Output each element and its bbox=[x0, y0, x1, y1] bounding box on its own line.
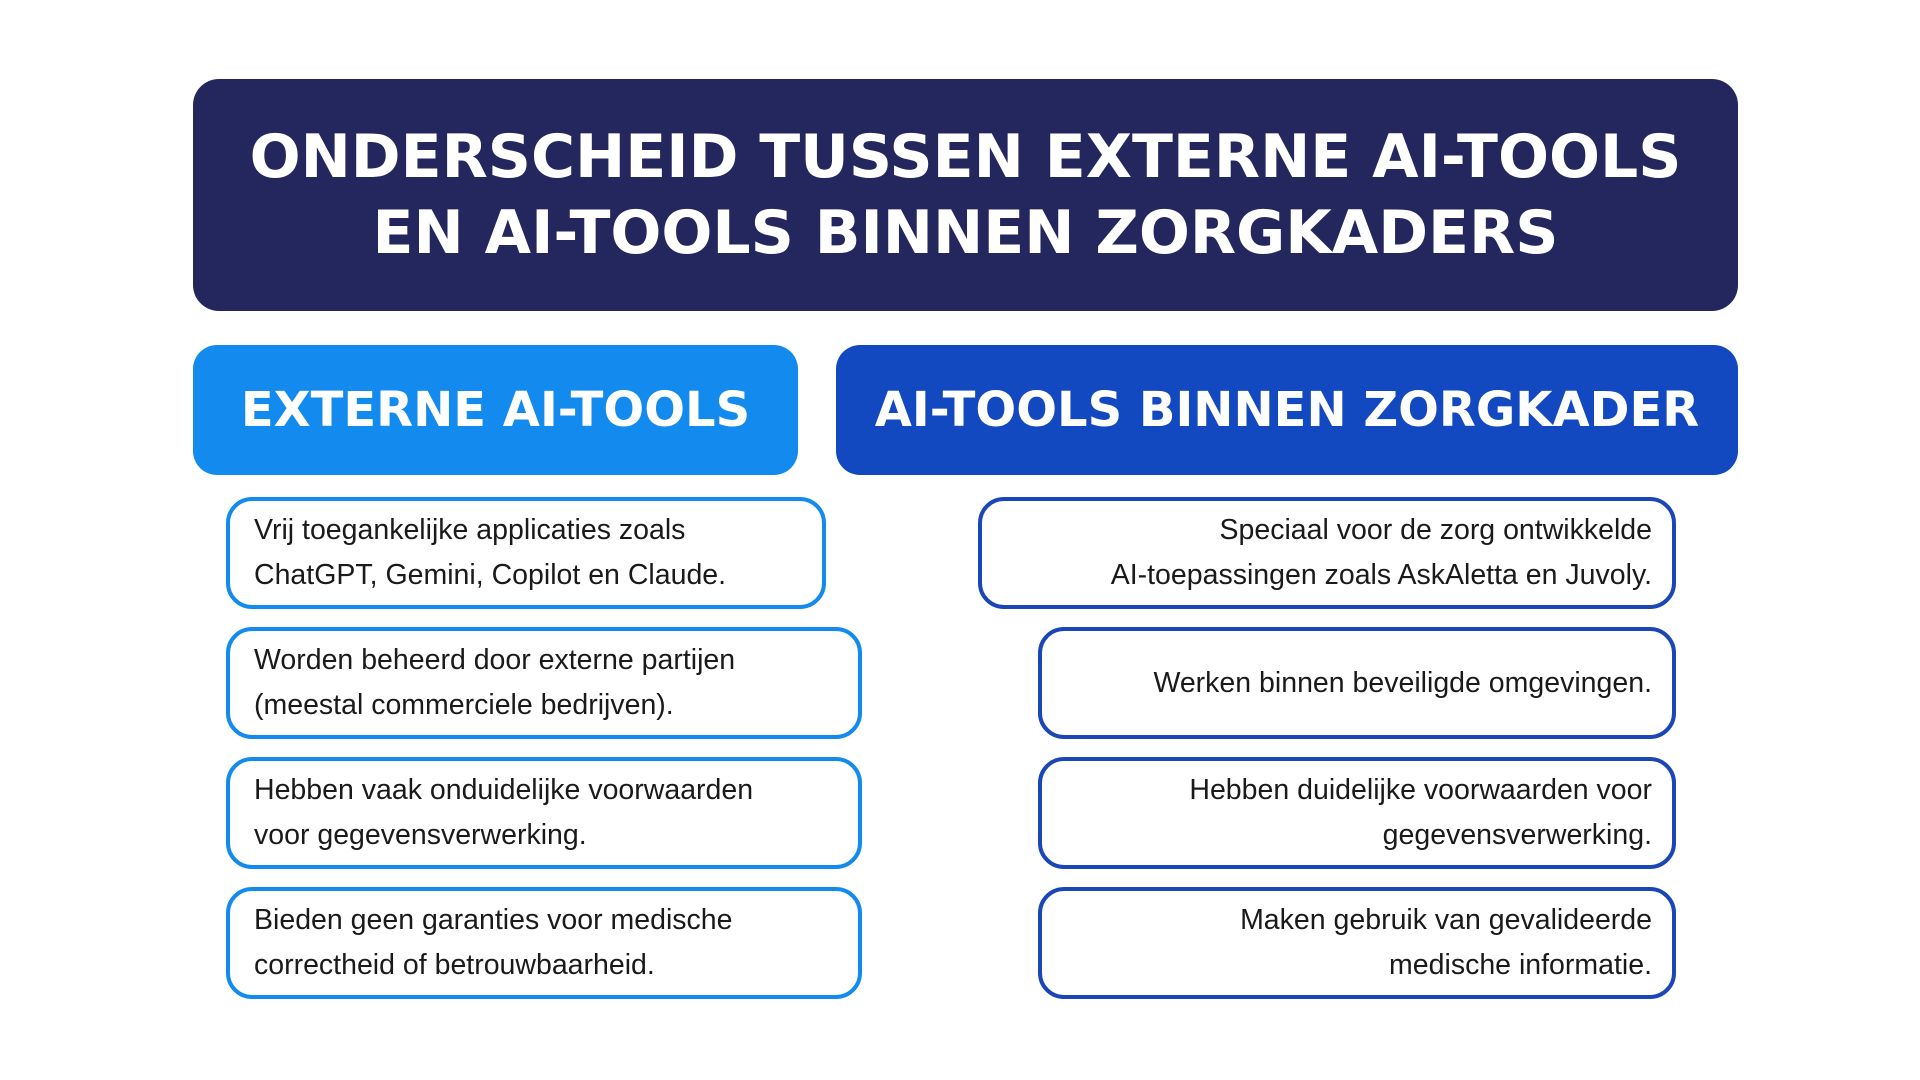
left-item-3-text: Hebben vaak onduidelijke voorwaarden voor gegevensverwerking. bbox=[254, 774, 754, 851]
left-column-header: EXTERNE AI-TOOLS bbox=[193, 345, 798, 475]
left-item-1 bbox=[226, 497, 826, 609]
left-item-3 bbox=[226, 757, 862, 869]
title-line-2: EN AI-TOOLS BINNEN ZORGKADERS bbox=[372, 198, 1559, 268]
right-item-4-text: Maken gebruik van gevalideerde medische informatie. bbox=[1240, 904, 1652, 981]
right-item-3 bbox=[1038, 757, 1676, 869]
right-item-1-text: Speciaal voor de zorg ontwikkelde AI-toepassingen zoals AskAletta en Juvoly. bbox=[1110, 514, 1652, 591]
left-item-4 bbox=[226, 887, 862, 999]
right-column-header: AI-TOOLS BINNEN ZORGKADER bbox=[836, 345, 1738, 475]
right-item-3-text: Hebben duidelijke voorwaarden voor gegevensverwerking. bbox=[1189, 774, 1652, 851]
page-title bbox=[220, 119, 1712, 271]
title-banner bbox=[193, 79, 1738, 311]
left-item-2-text: Worden beheerd door externe partijen (meestal commerciele bedrijven). bbox=[254, 644, 736, 721]
right-item-1 bbox=[978, 497, 1676, 609]
title-line-1: ONDERSCHEID TUSSEN EXTERNE AI-TOOLS bbox=[249, 122, 1682, 192]
right-item-2 bbox=[1038, 627, 1676, 739]
right-item-2-text: Werken binnen beveiligde omgevingen. bbox=[1153, 666, 1652, 699]
left-item-4-text: Bieden geen garanties voor medische correctheid of betrouwbaarheid. bbox=[254, 904, 733, 981]
left-item-1-text: Vrij toegankelijke applicaties zoals ChatGPT, Gemini, Copilot en Claude. bbox=[254, 514, 727, 591]
left-item-2 bbox=[226, 627, 862, 739]
right-item-4 bbox=[1038, 887, 1676, 999]
